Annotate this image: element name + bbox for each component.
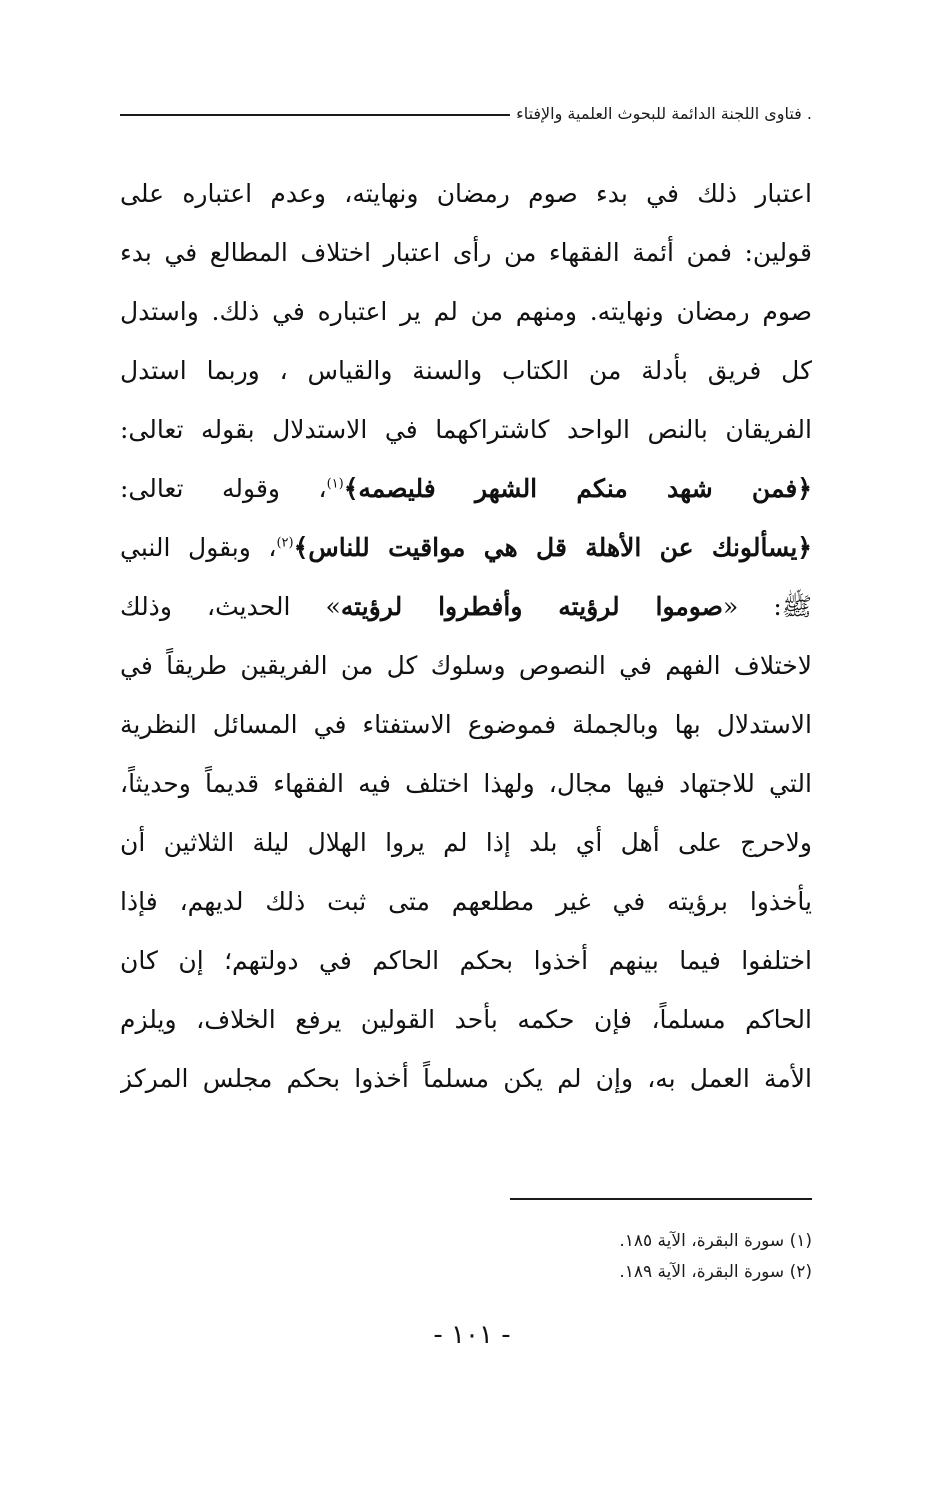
- footnote-1: (١) سورة البقرة، الآية ١٨٥.: [619, 1231, 812, 1251]
- quran-verse: ﴿فمن شهد منكم الشهر فليصمه﴾: [343, 474, 812, 503]
- text-line: الأمة العمل به، وإن لم يكن مسلماً أخذوا بحكم مجلس المركز: [120, 1064, 812, 1093]
- text-line: الفريقان بالنص الواحد كاشتراكهما في الاستدلال بقوله تعالى:: [120, 415, 812, 444]
- main-text: [120, 164, 812, 1108]
- page-number: - ١٠١ -: [433, 1320, 511, 1350]
- footnote-ref: (٢): [276, 535, 294, 551]
- text-line: ولاحرج على أهل أي بلد إذا لم يروا الهلال ليلة الثلاثين أن: [120, 828, 812, 857]
- text-line: الحاكم مسلماً، فإن حكمه بأحد القولين يرفع الخلاف، ويلزم: [120, 1005, 812, 1034]
- text-line-quran-quote: ﴿يسألونك عن الأهلة قل هي مواقيت للناس﴾$^{(٢)}$، وبقول النبي: [120, 533, 812, 562]
- header-rule: [120, 114, 510, 116]
- text-line-quran-quote: ﴿فمن شهد منكم الشهر فليصمه﴾$^{(١)}$، وقوله تعالى:: [120, 474, 812, 503]
- hadith-quote: صوموا لرؤيته وأفطروا لرؤيته: [340, 592, 723, 621]
- quran-verse: ﴿يسألونك عن الأهلة قل هي مواقيت للناس﴾: [293, 533, 812, 562]
- text-line: اختلفوا فيما بينهم أخذوا بحكم الحاكم في دولتهم؛ إن كان: [120, 946, 812, 975]
- text-line: قولين: فمن أئمة الفقهاء من رأى اعتبار اختلاف المطالع في بدء: [120, 238, 812, 267]
- text-line: لاختلاف الفهم في النصوص وسلوك كل من الفريقين طريقاً في: [120, 651, 812, 680]
- text-line-hadith-quote: ﷺ: «صوموا لرؤيته وأفطروا لرؤيته» الحديث، وذلك: [120, 592, 812, 621]
- footnotes: [400, 1226, 812, 1288]
- text-line: اعتبار ذلك في بدء صوم رمضان ونهايته، وعدم اعتباره على: [120, 179, 812, 208]
- footnote-separator: [510, 1198, 812, 1200]
- footnote-ref: (١): [326, 476, 344, 492]
- text-line: التي للاجتهاد فيها مجال، ولهذا اختلف فيه الفقهاء قديماً وحديثاً،: [120, 769, 812, 798]
- footnote-2: (٢) سورة البقرة، الآية ١٨٩.: [619, 1262, 812, 1282]
- text-line: الاستدلال بها وبالجملة فموضوع الاستفتاء في المسائل النظرية: [120, 710, 812, 739]
- header-title: . فتاوى اللجنة الدائمة للبحوث العلمية والإفتاء: [516, 104, 812, 123]
- running-header: [120, 104, 812, 123]
- text-line: كل فريق بأدلة من الكتاب والسنة والقياس ، وربما استدل: [120, 356, 812, 385]
- text-line: صوم رمضان ونهايته. ومنهم من لم ير اعتباره في ذلك. واستدل: [120, 297, 812, 326]
- text-line: يأخذوا برؤيته في غير مطلعهم متى ثبت ذلك لديهم، فإذا: [120, 887, 812, 916]
